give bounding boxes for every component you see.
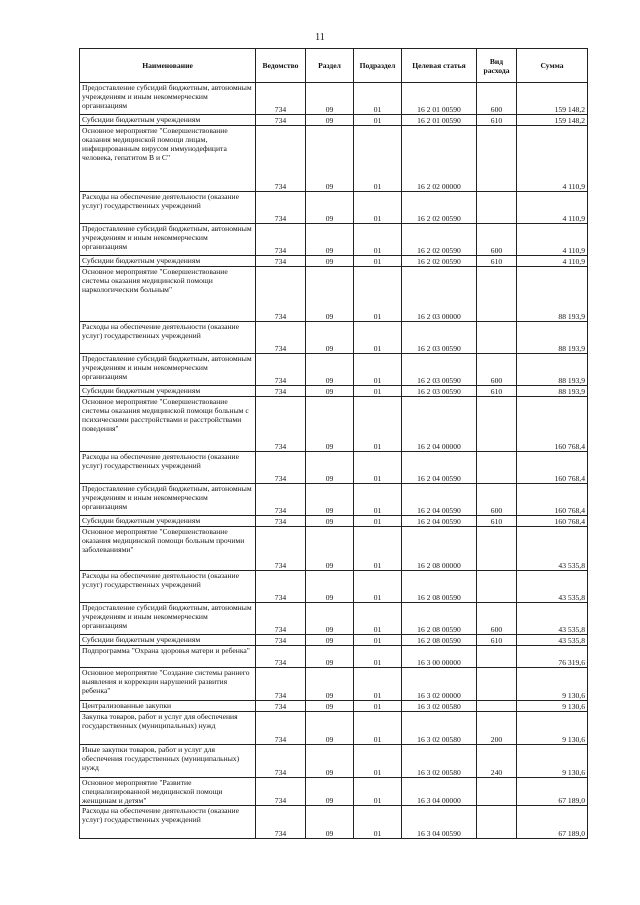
cell-name: Расходы на обеспечение деятельности (оказание услуг) государственных учреждений (80, 806, 256, 839)
cell-subsection: 01 (354, 516, 402, 527)
cell-section: 09 (306, 452, 354, 484)
cell-expense: 200 (477, 712, 517, 745)
budget-table (79, 48, 588, 839)
cell-sum: 9 130,6 (517, 668, 588, 701)
cell-dept: 734 (256, 386, 306, 397)
cell-section: 09 (306, 83, 354, 115)
cell-dept: 734 (256, 701, 306, 712)
cell-expense (477, 571, 517, 603)
cell-sum: 9 130,6 (517, 701, 588, 712)
cell-dept: 734 (256, 267, 306, 322)
cell-dept: 734 (256, 192, 306, 224)
cell-subsection: 01 (354, 484, 402, 516)
cell-expense: 600 (477, 484, 517, 516)
cell-section: 09 (306, 778, 354, 806)
cell-dept: 734 (256, 397, 306, 452)
table-row (80, 322, 588, 354)
cell-subsection: 01 (354, 115, 402, 126)
cell-expense (477, 126, 517, 192)
cell-expense: 610 (477, 386, 517, 397)
cell-section: 09 (306, 516, 354, 527)
cell-sum: 9 130,6 (517, 745, 588, 778)
cell-name: Иные закупки товаров, работ и услуг для обеспечения государственных (муниципальных) нужд (80, 745, 256, 778)
cell-section: 09 (306, 126, 354, 192)
cell-dept: 734 (256, 668, 306, 701)
cell-subsection: 01 (354, 192, 402, 224)
table-row (80, 484, 588, 516)
cell-sum: 76 319,6 (517, 646, 588, 668)
table-row (80, 126, 588, 192)
cell-expense (477, 322, 517, 354)
cell-sum: 160 768,4 (517, 484, 588, 516)
cell-article: 16 2 08 00590 (402, 603, 477, 635)
cell-section: 09 (306, 646, 354, 668)
cell-subsection: 01 (354, 126, 402, 192)
cell-section: 09 (306, 484, 354, 516)
cell-subsection: 01 (354, 712, 402, 745)
cell-dept: 734 (256, 83, 306, 115)
cell-expense (477, 192, 517, 224)
cell-section: 09 (306, 603, 354, 635)
cell-sum: 67 189,0 (517, 778, 588, 806)
cell-expense: 610 (477, 115, 517, 126)
page-number: 11 (315, 32, 325, 43)
header-sum: Сумма (517, 49, 588, 83)
cell-subsection: 01 (354, 527, 402, 571)
cell-dept: 734 (256, 322, 306, 354)
cell-subsection: 01 (354, 745, 402, 778)
cell-article: 16 2 02 00590 (402, 224, 477, 256)
cell-subsection: 01 (354, 452, 402, 484)
table-row (80, 516, 588, 527)
cell-sum: 88 193,9 (517, 386, 588, 397)
cell-sum: 4 110,9 (517, 192, 588, 224)
cell-dept: 734 (256, 745, 306, 778)
cell-expense: 240 (477, 745, 517, 778)
table-row (80, 571, 588, 603)
cell-expense: 600 (477, 354, 517, 386)
cell-dept: 734 (256, 778, 306, 806)
cell-article: 16 3 04 00590 (402, 806, 477, 839)
cell-article: 16 3 02 00580 (402, 745, 477, 778)
table-header-row (80, 49, 588, 83)
cell-sum: 43 535,8 (517, 603, 588, 635)
cell-dept: 734 (256, 603, 306, 635)
cell-dept: 734 (256, 635, 306, 646)
cell-expense: 600 (477, 83, 517, 115)
cell-section: 09 (306, 701, 354, 712)
cell-expense: 610 (477, 516, 517, 527)
table-row (80, 452, 588, 484)
table-row (80, 83, 588, 115)
cell-sum: 88 193,9 (517, 267, 588, 322)
table-row (80, 192, 588, 224)
table-row (80, 778, 588, 806)
cell-expense (477, 646, 517, 668)
cell-name: Предоставление субсидий бюджетным, автономным учреждениям и иным некоммерческим организациям (80, 603, 256, 635)
table-row (80, 701, 588, 712)
cell-article: 16 2 03 00590 (402, 322, 477, 354)
cell-name: Расходы на обеспечение деятельности (оказание услуг) государственных учреждений (80, 452, 256, 484)
table-row (80, 224, 588, 256)
cell-subsection: 01 (354, 668, 402, 701)
cell-sum: 88 193,9 (517, 354, 588, 386)
header-name: Наименование (80, 49, 256, 83)
cell-name: Закупка товаров, работ и услуг для обеспечения государственных (муниципальных) нужд (80, 712, 256, 745)
table-row (80, 668, 588, 701)
cell-article: 16 2 01 00590 (402, 83, 477, 115)
cell-subsection: 01 (354, 806, 402, 839)
cell-article: 16 2 08 00590 (402, 635, 477, 646)
cell-subsection: 01 (354, 635, 402, 646)
cell-section: 09 (306, 745, 354, 778)
cell-dept: 734 (256, 646, 306, 668)
cell-section: 09 (306, 668, 354, 701)
cell-article: 16 2 03 00000 (402, 267, 477, 322)
cell-dept: 734 (256, 256, 306, 267)
cell-dept: 734 (256, 354, 306, 386)
cell-article: 16 2 04 00000 (402, 397, 477, 452)
cell-section: 09 (306, 527, 354, 571)
cell-section: 09 (306, 386, 354, 397)
table-row (80, 646, 588, 668)
cell-article: 16 3 00 00000 (402, 646, 477, 668)
cell-section: 09 (306, 224, 354, 256)
cell-dept: 734 (256, 516, 306, 527)
cell-expense (477, 397, 517, 452)
cell-name: Основное мероприятие "Совершенствование оказания медицинской помощи больным прочими заболеваниями" (80, 527, 256, 571)
cell-section: 09 (306, 806, 354, 839)
cell-article: 16 3 02 00580 (402, 701, 477, 712)
cell-dept: 734 (256, 712, 306, 745)
table-row (80, 115, 588, 126)
cell-subsection: 01 (354, 354, 402, 386)
cell-name: Основное мероприятие "Совершенствование системы оказания медицинской помощи наркологическим больным" (80, 267, 256, 322)
cell-expense: 610 (477, 635, 517, 646)
cell-section: 09 (306, 635, 354, 646)
cell-name: Предоставление субсидий бюджетным, автономным учреждениям и иным некоммерческим организациям (80, 484, 256, 516)
cell-article: 16 2 01 00590 (402, 115, 477, 126)
cell-expense: 600 (477, 224, 517, 256)
cell-sum: 43 535,8 (517, 635, 588, 646)
cell-article: 16 2 04 00590 (402, 484, 477, 516)
table-row (80, 397, 588, 452)
cell-sum: 160 768,4 (517, 516, 588, 527)
cell-subsection: 01 (354, 646, 402, 668)
cell-article: 16 2 08 00590 (402, 571, 477, 603)
cell-dept: 734 (256, 806, 306, 839)
table-row (80, 635, 588, 646)
cell-sum: 160 768,4 (517, 452, 588, 484)
cell-dept: 734 (256, 571, 306, 603)
cell-article: 16 3 04 00000 (402, 778, 477, 806)
cell-subsection: 01 (354, 603, 402, 635)
cell-sum: 4 110,9 (517, 256, 588, 267)
cell-name: Предоставление субсидий бюджетным, автономным учреждениям и иным некоммерческим организациям (80, 224, 256, 256)
cell-subsection: 01 (354, 83, 402, 115)
table-row (80, 354, 588, 386)
cell-name: Субсидии бюджетным учреждениям (80, 386, 256, 397)
cell-subsection: 01 (354, 267, 402, 322)
cell-expense (477, 701, 517, 712)
cell-section: 09 (306, 712, 354, 745)
cell-article: 16 2 02 00590 (402, 256, 477, 267)
cell-sum: 67 189,0 (517, 806, 588, 839)
cell-dept: 734 (256, 527, 306, 571)
cell-article: 16 2 04 00590 (402, 452, 477, 484)
cell-subsection: 01 (354, 322, 402, 354)
cell-expense (477, 527, 517, 571)
cell-name: Субсидии бюджетным учреждениям (80, 256, 256, 267)
cell-sum: 159 148,2 (517, 83, 588, 115)
cell-sum: 9 130,6 (517, 712, 588, 745)
cell-section: 09 (306, 267, 354, 322)
cell-article: 16 2 04 00590 (402, 516, 477, 527)
cell-name: Подпрограмма "Охрана здоровья матери и ребенка" (80, 646, 256, 668)
cell-dept: 734 (256, 484, 306, 516)
cell-dept: 734 (256, 115, 306, 126)
cell-name: Основное мероприятие "Создание системы раннего выявления и коррекции нарушений развития ребенка" (80, 668, 256, 701)
cell-article: 16 2 03 00590 (402, 354, 477, 386)
cell-subsection: 01 (354, 701, 402, 712)
table-row (80, 527, 588, 571)
table-row (80, 745, 588, 778)
cell-expense (477, 452, 517, 484)
cell-subsection: 01 (354, 224, 402, 256)
cell-sum: 4 110,9 (517, 224, 588, 256)
cell-subsection: 01 (354, 397, 402, 452)
cell-section: 09 (306, 256, 354, 267)
cell-article: 16 2 02 00590 (402, 192, 477, 224)
cell-expense (477, 806, 517, 839)
cell-name: Основное мероприятие "Развитие специализированной медицинской помощи женщинам и детям" (80, 778, 256, 806)
cell-expense (477, 778, 517, 806)
cell-name: Основное мероприятие "Совершенствование оказания медицинской помощи лицам, инфицированным вирусом иммунодефицита человека, гепатитом В и С" (80, 126, 256, 192)
cell-article: 16 2 08 00000 (402, 527, 477, 571)
table-row (80, 603, 588, 635)
cell-sum: 159 148,2 (517, 115, 588, 126)
cell-sum: 43 535,8 (517, 571, 588, 603)
header-subsection: Подраздел (354, 49, 402, 83)
cell-section: 09 (306, 571, 354, 603)
cell-section: 09 (306, 397, 354, 452)
cell-section: 09 (306, 322, 354, 354)
cell-section: 09 (306, 115, 354, 126)
cell-subsection: 01 (354, 256, 402, 267)
cell-name: Расходы на обеспечение деятельности (оказание услуг) государственных учреждений (80, 322, 256, 354)
cell-subsection: 01 (354, 571, 402, 603)
cell-expense: 600 (477, 603, 517, 635)
cell-dept: 734 (256, 452, 306, 484)
cell-name: Предоставление субсидий бюджетным, автономным учреждениям и иным некоммерческим организациям (80, 354, 256, 386)
cell-name: Основное мероприятие "Совершенствование системы оказания медицинской помощи больным с психическими расстройствами и расстройствами поведения" (80, 397, 256, 452)
cell-sum: 160 768,4 (517, 397, 588, 452)
cell-subsection: 01 (354, 386, 402, 397)
header-expense: Вид расхода (477, 49, 517, 83)
header-article: Целевая статья (402, 49, 477, 83)
cell-article: 16 2 03 00590 (402, 386, 477, 397)
cell-article: 16 2 02 00000 (402, 126, 477, 192)
cell-article: 16 3 02 00000 (402, 668, 477, 701)
table-row (80, 712, 588, 745)
cell-name: Расходы на обеспечение деятельности (оказание услуг) государственных учреждений (80, 571, 256, 603)
cell-expense: 610 (477, 256, 517, 267)
header-dept: Ведомство (256, 49, 306, 83)
table-row (80, 256, 588, 267)
header-section: Раздел (306, 49, 354, 83)
cell-sum: 88 193,9 (517, 322, 588, 354)
cell-dept: 734 (256, 224, 306, 256)
cell-name: Субсидии бюджетным учреждениям (80, 115, 256, 126)
cell-sum: 43 535,8 (517, 527, 588, 571)
cell-section: 09 (306, 192, 354, 224)
cell-article: 16 3 02 00580 (402, 712, 477, 745)
table-row (80, 806, 588, 839)
cell-expense (477, 668, 517, 701)
cell-name: Расходы на обеспечение деятельности (оказание услуг) государственных учреждений (80, 192, 256, 224)
cell-name: Централизованные закупки (80, 701, 256, 712)
cell-expense (477, 267, 517, 322)
table-body (80, 83, 588, 839)
table-row (80, 386, 588, 397)
cell-section: 09 (306, 354, 354, 386)
cell-sum: 4 110,9 (517, 126, 588, 192)
cell-subsection: 01 (354, 778, 402, 806)
cell-name: Субсидии бюджетным учреждениям (80, 516, 256, 527)
cell-name: Предоставление субсидий бюджетным, автономным учреждениям и иным некоммерческим организациям (80, 83, 256, 115)
cell-name: Субсидии бюджетным учреждениям (80, 635, 256, 646)
cell-dept: 734 (256, 126, 306, 192)
table-row (80, 267, 588, 322)
